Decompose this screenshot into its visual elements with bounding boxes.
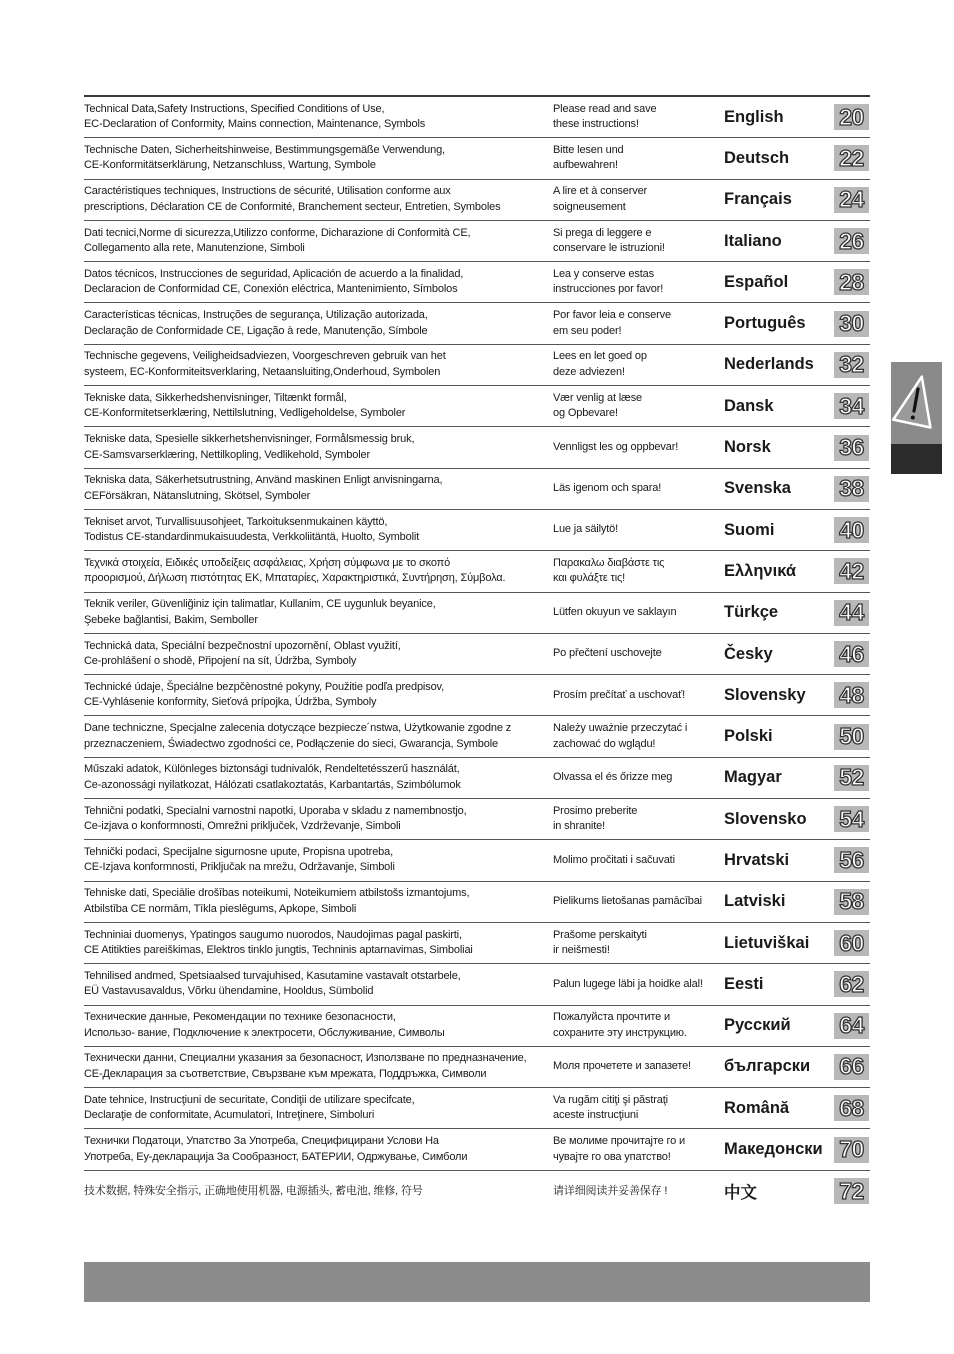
description-line: Dati tecnici,Norme di sicurezza,Utilizzo conforme, Dicharazione di Conformità CE,: [84, 226, 471, 239]
language-name[interactable]: Français: [724, 190, 792, 209]
language-name[interactable]: Русский: [724, 1016, 791, 1035]
description-line: προορισμού, Δήλωση πιστότητας ΕΚ, Μπαταρίες, Χαρακτηριστικά, Συντήρηση, Σύμβολα.: [84, 572, 506, 585]
description-line: Technická data, Speciální bezpečnostní upozornění, Oblast využití,: [84, 639, 401, 652]
language-name[interactable]: Slovensky: [724, 685, 806, 704]
language-name[interactable]: Eesti: [724, 974, 764, 993]
description-line: prescriptions, Déclaration CE de Conformité, Branchement secteur, Entretien, Symboles: [84, 200, 501, 213]
note-line: og Opbevare!: [553, 407, 618, 420]
language-row: [84, 1006, 870, 1047]
description-line: Tehnilised andmed, Spetsiaalsed turvajuhised, Kasutamine vastavalt otstarbele,: [84, 969, 461, 982]
description-line: Declaracion de Conformidad CE, Conexión eléctrica, Mantenimiento, Símbolos: [84, 283, 458, 296]
description-line: Tehnični podatki, Specialni varnostni napotki, Uporaba v skladu z namembnostjo,: [84, 804, 467, 817]
note-line: aceste instrucţiuni: [553, 1109, 639, 1122]
language-name[interactable]: Македонски: [724, 1140, 823, 1159]
description-line: Употреба, Еу-декларација За Сообразност, БАТЕРИИ, Одржување, Симболи: [84, 1150, 468, 1163]
page-number: 56: [839, 846, 864, 873]
language-name[interactable]: Dansk: [724, 396, 774, 415]
language-name[interactable]: Português: [724, 314, 806, 333]
note-line: Lea y conserve estas: [553, 267, 654, 280]
page-number: 60: [839, 929, 864, 956]
description-line: Технички Податоци, Упатство За Употреба, Специфицирани Услови На: [84, 1135, 439, 1148]
language-name[interactable]: Nederlands: [724, 355, 814, 374]
description-line: Tekniske data, Sikkerhedshenvisninger, Tiltænkt formål,: [84, 391, 347, 404]
contents-description: [84, 551, 550, 591]
note-line: Моля прочетете и запазете!: [553, 1060, 691, 1073]
contents-description: [84, 469, 550, 509]
description-line: CE Atitikties pareiškimas, Elektros tinklo jungtis, Techninis aptarnavimas, Simboliai: [84, 944, 473, 957]
description-line: CE-Декларация за съответствие, Свързване към мрежата, Поддръжка, Символи: [84, 1067, 487, 1080]
contents-description: [84, 427, 550, 467]
note-line: чувајте го ова упатство!: [553, 1150, 671, 1163]
language-row: [84, 345, 870, 386]
description-line: Techniniai duomenys, Ypatingos saugumo nuorodos, Naudojimas pagal paskirti,: [84, 928, 462, 941]
language-name[interactable]: Hrvatski: [724, 850, 790, 869]
read-instructions-note: [553, 180, 721, 220]
description-line: CE-Konformitetserklæring, Nettilslutning, Vedligeholdelse, Symboler: [84, 407, 406, 420]
language-row: [84, 1129, 870, 1170]
page-number-badge[interactable]: [834, 1013, 869, 1039]
language-name[interactable]: Magyar: [724, 768, 782, 787]
note-line: Należy uważnie przeczytać i: [553, 722, 688, 735]
language-row: [84, 1088, 870, 1129]
note-line: em seu poder!: [553, 324, 622, 337]
read-instructions-note: [553, 262, 721, 302]
page-number: 52: [839, 764, 864, 791]
read-instructions-note: [553, 593, 721, 633]
note-line: Palun lugege läbi ja hoidke alal!: [553, 977, 703, 990]
description-line: Collegamento alla rete, Manutenzione, Simboli: [84, 242, 305, 255]
read-instructions-note: [553, 427, 721, 467]
note-line: Ве молиме прочитајте го и: [553, 1135, 685, 1148]
language-name[interactable]: Slovensko: [724, 809, 807, 828]
language-row: [84, 303, 870, 344]
note-line: Παρακαλω διαβάστε τις: [553, 556, 665, 569]
language-row: [84, 799, 870, 840]
page-number: 72: [839, 1177, 864, 1204]
page-number-badge[interactable]: [834, 393, 869, 419]
language-row: [84, 1171, 870, 1212]
note-line: Vær venlig at læse: [553, 391, 643, 404]
language-name[interactable]: Lietuviškai: [724, 933, 810, 952]
language-row: [84, 510, 870, 551]
language-row: [84, 593, 870, 634]
read-instructions-note: [553, 510, 721, 550]
note-line: soigneusement: [553, 200, 626, 213]
description-line: Technical Data,Safety Instructions, Specified Conditions of Use,: [84, 102, 385, 115]
description-line: Технические данные, Рекомендации по технике безопасности,: [84, 1011, 396, 1024]
note-line: aufbewahren!: [553, 159, 618, 172]
language-row: [84, 469, 870, 510]
contents-description: [84, 923, 550, 963]
contents-description: [84, 758, 550, 798]
contents-description: [84, 97, 550, 137]
note-line: Lees en let goed op: [553, 350, 647, 363]
page-number: 62: [839, 970, 864, 997]
read-instructions-note: [553, 469, 721, 509]
contents-description: [84, 1129, 550, 1169]
contents-description: [84, 386, 550, 426]
description-line: Şebeke bağlantisi, Bakim, Semboller: [84, 613, 258, 626]
language-row: [84, 1047, 870, 1088]
language-name[interactable]: 中文: [724, 1184, 757, 1203]
read-instructions-note: [553, 221, 721, 261]
contents-description: [84, 716, 550, 756]
description-line: Declaraţie de conformitate, Acumulatori, Intreţinere, Simboluri: [84, 1109, 375, 1122]
note-line: conservare le istruzioni!: [553, 242, 665, 255]
description-line: Declaração de Conformidade CE, Ligação à rede, Manutenção, Símbole: [84, 324, 428, 337]
language-name[interactable]: Česky: [724, 644, 773, 663]
page-number: 44: [839, 599, 864, 626]
language-row: [84, 964, 870, 1005]
language-row: [84, 427, 870, 468]
contents-description: [84, 221, 550, 261]
note-line: Olvassa el és őrizze meg: [553, 771, 673, 784]
contents-description: [84, 882, 550, 922]
page-number: 42: [839, 557, 864, 584]
read-instructions-note: [553, 386, 721, 426]
description-line: Technické údaje, Špeciálne bezpčènostné pokyny, Použitie podľa predpisov,: [84, 680, 444, 693]
page-number: 48: [839, 681, 864, 708]
page-number: 40: [839, 516, 864, 543]
note-line: Bitte lesen und: [553, 143, 624, 156]
footer-bar: [84, 1262, 870, 1302]
page-number-badge[interactable]: [834, 435, 869, 461]
contents-description: [84, 1088, 550, 1128]
contents-description: [84, 138, 550, 178]
page-number-badge[interactable]: [834, 352, 869, 378]
page-number: 36: [839, 434, 864, 461]
language-table: [84, 95, 870, 1212]
note-line: Lue ja säilytö!: [553, 523, 619, 536]
language-name[interactable]: Norsk: [724, 438, 771, 457]
page-number: 20: [839, 103, 864, 130]
page-number: 32: [839, 351, 864, 378]
read-instructions-note: [553, 882, 721, 922]
warning-tab: [891, 362, 942, 474]
page-number-badge[interactable]: [834, 847, 869, 873]
language-name[interactable]: български: [724, 1057, 811, 1076]
language-row: [84, 180, 870, 221]
language-row: [84, 386, 870, 427]
page-number-badge[interactable]: [834, 641, 869, 667]
description-line: Dane techniczne, Specjalne zalecenia dotyczące bezpiecze´nstwa, Użytkowanie zgodne z: [84, 722, 512, 735]
note-line: Si prega di leggere e: [553, 226, 652, 239]
page-number-badge[interactable]: [834, 806, 869, 832]
read-instructions-note: [553, 799, 721, 839]
page-number-badge[interactable]: [834, 930, 869, 956]
language-row: [84, 840, 870, 881]
page-number: 58: [839, 888, 864, 915]
language-row: [84, 758, 870, 799]
description-line: CE-Vyhlásenie konformity, Sieťová prípojka, Údržba, Symboly: [84, 696, 377, 709]
note-line: Prosimo preberite: [553, 804, 638, 817]
note-line: Пожалуйста прочтите и: [553, 1011, 670, 1024]
description-line: Tekniska data, Säkerhetsutrustning, Använd maskinen Enligt anvisningarna,: [84, 474, 443, 487]
description-line: Ce-izjava o konformnosti, Omrežni priključek, Vzdrževanje, Simboli: [84, 820, 401, 833]
note-line: Molimo pročitati i sačuvati: [553, 853, 675, 866]
note-line: Va rugăm citiţi şi păstraţi: [553, 1093, 668, 1106]
description-line: Műszaki adatok, Különleges biztonsági tudnivalók, Rendeltetésszerű használát,: [84, 763, 460, 776]
note-line: Lütfen okuyun ve saklayın: [553, 605, 677, 618]
read-instructions-note: [553, 716, 721, 756]
read-instructions-note: [553, 758, 721, 798]
description-line: Tehniske dati, Speciālie drošības noteikumi, Noteikumiem atbilstošs izmantojums,: [84, 887, 470, 900]
page-number-badge[interactable]: [834, 1095, 869, 1121]
contents-description: [84, 510, 550, 550]
read-instructions-note: [553, 634, 721, 674]
note-line: instrucciones por favor!: [553, 283, 664, 296]
note-line: these instructions!: [553, 118, 639, 131]
page-number: 54: [839, 805, 864, 832]
note-line: 请详细阅读并妥善保存 !: [553, 1184, 668, 1197]
note-line: сохраните эту инструкцию.: [553, 1026, 687, 1039]
note-line: Po přečtení uschovejte: [553, 647, 662, 660]
language-row: [84, 716, 870, 757]
language-name[interactable]: Italiano: [724, 231, 782, 250]
warning-panel: [891, 362, 942, 444]
description-line: Todistus CE-standardinmukaisuudesta, Verkkoliitäntä, Huolto, Symbolit: [84, 531, 420, 544]
page-number-badge[interactable]: [834, 682, 869, 708]
description-line: Tekniske data, Spesielle sikkerhetshenvisninger, Formålsmessig bruk,: [84, 433, 415, 446]
contents-description: [84, 1006, 550, 1046]
page-number-badge[interactable]: [834, 600, 869, 626]
description-line: Tekniset arvot, Turvallisuusohjeet, Tarkoituksenmukainen käyttö,: [84, 515, 388, 528]
page-number-badge[interactable]: [834, 558, 869, 584]
description-line: systeem, EC-Konformiteitsverklaring, Netaansluiting,Onderhoud, Symbolen: [84, 365, 441, 378]
read-instructions-note: [553, 303, 721, 343]
description-line: Ce-azonossági nyilatkozat, Hálózati csatlakoztatás, Karbantartás, Szimbólumok: [84, 778, 461, 791]
language-row: [84, 262, 870, 303]
contents-description: [84, 1171, 550, 1212]
contents-description: [84, 964, 550, 1004]
language-name[interactable]: Polski: [724, 727, 773, 746]
language-name[interactable]: Suomi: [724, 520, 775, 539]
page-number-badge[interactable]: [834, 187, 869, 213]
contents-description: [84, 180, 550, 220]
description-line: Ce-prohlášení o shodě, Připojení na sít, Údržba, Symboly: [84, 655, 357, 667]
page-number: 64: [839, 1012, 864, 1039]
description-line: przeznaczeniem, Świadectwo zgodności ce, Podłączenie do sieci, Gwarancja, Symbole: [84, 737, 499, 750]
note-line: και φυλάξτε τις!: [553, 572, 626, 585]
page-number-badge[interactable]: [834, 145, 869, 171]
page-number-badge[interactable]: [834, 311, 869, 337]
read-instructions-note: [553, 551, 721, 591]
note-line: ir neišmesti!: [553, 944, 610, 957]
language-row: [84, 551, 870, 592]
note-line: zachować do wglądu!: [553, 737, 656, 750]
description-line: Τεχνικά στοιχεία, Ειδικές υποδείξεις ασφάλειας, Χρήση σύμφωνα με το σκοπό: [84, 556, 451, 569]
page-number-badge[interactable]: [834, 765, 869, 791]
page-number: 28: [839, 268, 864, 295]
read-instructions-note: [553, 675, 721, 715]
read-instructions-note: [553, 138, 721, 178]
page-number-badge[interactable]: [834, 228, 869, 254]
page-number-badge[interactable]: [834, 517, 869, 543]
language-name[interactable]: Română: [724, 1098, 790, 1117]
page-number-badge[interactable]: [834, 269, 869, 295]
language-row: [84, 221, 870, 262]
description-line: Características técnicas, Instruções de segurança, Utilização autorizada,: [84, 309, 428, 322]
note-line: Vennligst les og oppbevar!: [553, 440, 679, 453]
page-number-badge[interactable]: [834, 724, 869, 750]
read-instructions-note: [553, 923, 721, 963]
read-instructions-note: [553, 1047, 721, 1087]
note-line: A lire et à conserver: [553, 185, 648, 198]
page-number: 70: [839, 1136, 864, 1163]
description-line: Caractéristiques techniques, Instructions de sécurité, Utilisation conforme aux: [84, 185, 451, 198]
page-number-badge[interactable]: [834, 1178, 869, 1204]
page-number: 50: [839, 723, 864, 750]
page-number: 24: [839, 186, 864, 213]
description-line: Technische gegevens, Veiligheidsadviezen, Voorgeschreven gebruik van het: [84, 350, 446, 363]
page-number-badge[interactable]: [834, 1137, 869, 1163]
note-line: Please read and save: [553, 102, 657, 115]
note-line: in shranite!: [553, 820, 606, 833]
language-name[interactable]: Svenska: [724, 479, 791, 498]
page-number: 68: [839, 1094, 864, 1121]
read-instructions-note: [553, 1006, 721, 1046]
description-line: Технически данни, Специални указания за безопасност, Използване по предназначение,: [84, 1052, 527, 1065]
page-number: 30: [839, 310, 864, 337]
language-row: [84, 97, 870, 138]
page-number: 26: [839, 227, 864, 254]
contents-description: [84, 345, 550, 385]
language-row: [84, 882, 870, 923]
page-number-badge[interactable]: [834, 1054, 869, 1080]
language-name[interactable]: Deutsch: [724, 148, 790, 167]
contents-description: [84, 1047, 550, 1087]
note-line: Prašome perskaityti: [553, 928, 647, 941]
contents-description: [84, 634, 550, 674]
page-number: 38: [839, 475, 864, 502]
read-instructions-note: [553, 964, 721, 1004]
description-line: Technische Daten, Sicherheitshinweise, Bestimmungsgemäße Verwendung,: [84, 143, 445, 156]
description-line: Tehnički podaci, Specijalne sigurnosne upute, Propisna upotreba,: [84, 845, 393, 858]
description-line: CEFörsäkran, Nätanslutning, Skötsel, Symboler: [84, 489, 311, 502]
note-line: deze adviezen!: [553, 365, 625, 378]
read-instructions-note: [553, 1088, 721, 1128]
note-line: Läs igenom och spara!: [553, 482, 662, 495]
language-name[interactable]: English: [724, 107, 784, 126]
contents-description: [84, 593, 550, 633]
page-number-badge[interactable]: [834, 971, 869, 997]
description-line: Teknik veriler, Güvenliğiniz için talimatlar, Kullanim, CE uygunluk beyanice,: [84, 598, 436, 611]
language-name[interactable]: Español: [724, 272, 789, 291]
page-number-badge[interactable]: [834, 476, 869, 502]
page-number: 34: [839, 392, 864, 419]
description-line: EC-Declaration of Conformity, Mains connection, Maintenance, Symbols: [84, 118, 426, 131]
exclamation-triangle-icon: [891, 362, 942, 444]
page-number: 66: [839, 1053, 864, 1080]
note-line: Prosím prečítať a uschovať!: [553, 688, 685, 701]
language-row: [84, 675, 870, 716]
contents-description: [84, 840, 550, 880]
language-row: [84, 138, 870, 179]
contents-description: [84, 303, 550, 343]
language-row: [84, 923, 870, 964]
page-number-badge[interactable]: [834, 104, 869, 130]
description-line: Date tehnice, Instrucţiuni de securitate, Condiţii de utilizare specifcate,: [84, 1093, 415, 1106]
language-name[interactable]: Ελληνικά: [724, 561, 796, 580]
read-instructions-note: [553, 1171, 721, 1212]
description-line: Datos técnicos, Instrucciones de seguridad, Aplicación de acuerdo a la finalidad,: [84, 267, 464, 280]
language-row: [84, 634, 870, 675]
description-line: CE-Samsvarserklæring, Nettilkopling, Vedlikehold, Symboler: [84, 448, 370, 461]
contents-description: [84, 675, 550, 715]
description-line: Atbilstība CE normām, Tīkla pieslēgums, Apkope, Simboli: [84, 902, 357, 915]
description-line: CE-Konformitätserklärung, Netzanschluss, Wartung, Symbole: [84, 159, 376, 172]
note-line: Por favor leia e conserve: [553, 309, 671, 322]
description-line: 技术数据, 特殊安全指示, 正确地使用机器, 电源插头, 蓄电池, 维修, 符号: [84, 1184, 423, 1197]
description-line: Использо- вание, Подключение к электросети, Обслуживание, Символы: [84, 1026, 445, 1039]
contents-description: [84, 262, 550, 302]
description-line: CE-Izjava konformnosti, Priključak na mrežu, Održavanje, Simboli: [84, 861, 395, 874]
read-instructions-note: [553, 1129, 721, 1169]
read-instructions-note: [553, 345, 721, 385]
read-instructions-note: [553, 840, 721, 880]
contents-description: [84, 799, 550, 839]
description-line: EÜ Vastavusavaldus, Võrku ühendamine, Hooldus, Sümbolid: [84, 985, 374, 998]
page-number: 46: [839, 640, 864, 667]
read-instructions-note: [553, 97, 721, 137]
language-name[interactable]: Türkçe: [724, 603, 779, 622]
note-line: Pielikums lietošanas pamācībai: [553, 895, 702, 908]
page-number: 22: [839, 144, 864, 171]
page-number-badge[interactable]: [834, 889, 869, 915]
language-name[interactable]: Latviski: [724, 892, 786, 911]
